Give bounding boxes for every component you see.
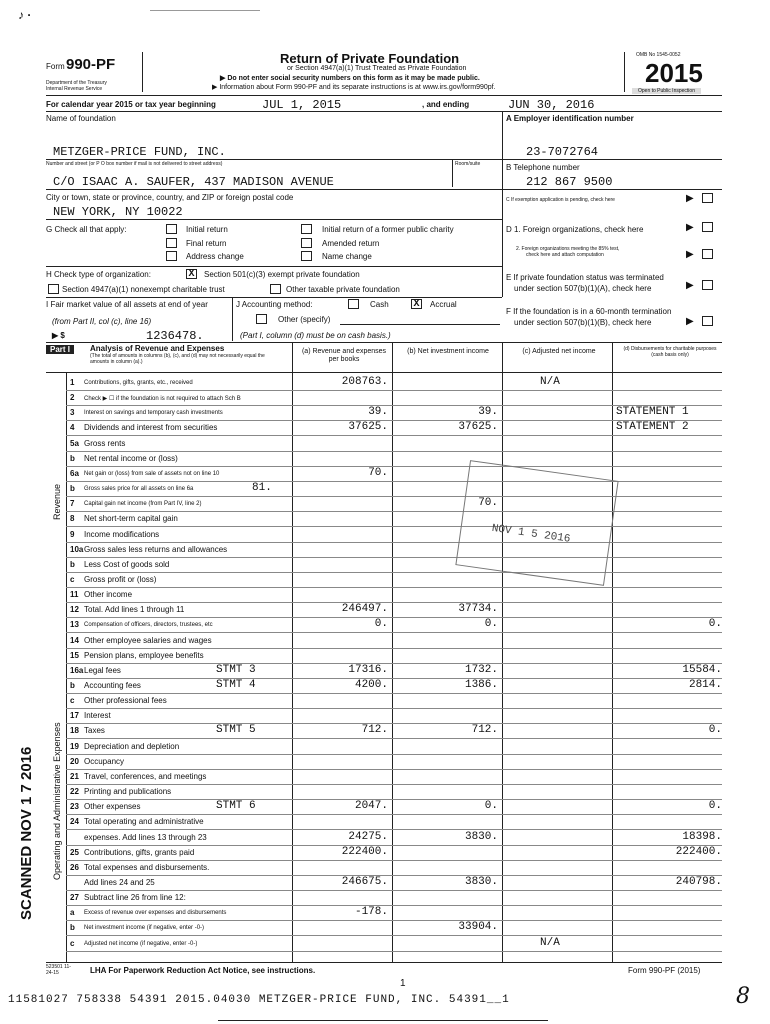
accrual-checkbox[interactable]: X	[411, 299, 422, 309]
tax-year-begin: JUL 1, 2015	[262, 98, 342, 112]
line-number: 13	[70, 620, 79, 629]
row-divider	[66, 602, 722, 603]
line-number: b	[70, 454, 75, 463]
bottom-line: 11581027 758338 54391 2015.04030 METZGER-PRICE FUND, INC. 54391__1	[8, 994, 510, 1006]
line-number: 14	[70, 636, 79, 645]
row-divider	[66, 769, 722, 770]
row-divider	[66, 496, 722, 497]
dept-label: Department of the Treasury	[46, 80, 107, 86]
line-number: 8	[70, 514, 75, 523]
line-number: 22	[70, 787, 79, 796]
row-divider	[66, 663, 722, 664]
j-label: J Accounting method:	[236, 300, 313, 309]
cell-col-a: 246497.	[341, 603, 388, 615]
d2-label-2: check here and attach computation	[526, 252, 604, 258]
accrual-label: Accrual	[430, 300, 457, 309]
line-label: Total. Add lines 1 through 11	[84, 605, 185, 614]
line-label: Printing and publications	[84, 787, 172, 796]
cell-col-d: 0.	[708, 800, 722, 812]
line-number: 9	[70, 530, 75, 539]
line-number: 21	[70, 772, 79, 781]
line-number: 10a	[70, 545, 84, 554]
cell-col-b: 33904.	[458, 921, 498, 933]
line-number: c	[70, 575, 75, 584]
other-method-checkbox[interactable]	[256, 314, 267, 324]
row-divider	[66, 557, 722, 558]
tax-year-end: JUN 30, 2016	[508, 98, 595, 112]
irs-label: Internal Revenue Service	[46, 86, 103, 92]
line-label: Capital gain net income (from Part IV, line 2)	[84, 501, 202, 507]
line-label: Gross sales less returns and allowances	[84, 545, 228, 554]
line-number: 23	[70, 802, 79, 811]
cell-col-d: 18398.	[682, 831, 722, 843]
row-divider	[66, 632, 722, 633]
name-change-label: Name change	[322, 252, 372, 261]
cell-col-b: 37734.	[458, 603, 498, 615]
501c3-checkbox[interactable]: X	[186, 269, 197, 279]
line-number: 1	[70, 378, 75, 387]
line-label: Contributions, gifts, grants, etc., received	[84, 380, 193, 386]
line-label: Subtract line 26 from line 12:	[84, 893, 186, 902]
scan-mark: ♪ ·	[18, 8, 32, 22]
form-subtitle: or Section 4947(a)(1) Trust Treated as Private Foundation	[287, 65, 467, 72]
cell-col-a: 17316.	[348, 664, 388, 676]
cell-col-d: 15584.	[682, 664, 722, 676]
part1-tag: Part I	[46, 345, 74, 354]
e1-label: E If private foundation status was terminated	[506, 273, 664, 282]
statement-ref: STMT 6	[216, 800, 256, 812]
h-label: H Check type of organization:	[46, 270, 151, 279]
cell-col-a: 712.	[361, 724, 388, 736]
line-number: 15	[70, 651, 79, 660]
cell-col-a: 222400.	[341, 846, 388, 858]
line-label: Income modifications	[84, 530, 160, 539]
row-divider	[66, 693, 722, 694]
line-number: c	[70, 939, 75, 948]
row-divider	[66, 708, 722, 709]
row-divider	[66, 481, 722, 482]
street-address: C/O ISAAC A. SAUFER, 437 MADISON AVENUE	[53, 175, 334, 189]
arrow-icon: ▶	[686, 280, 694, 291]
exemption-checkbox[interactable]	[702, 193, 713, 203]
paperwork-notice: LHA For Paperwork Reduction Act Notice, see instructions.	[90, 966, 316, 975]
line-label: Pension plans, employee benefits	[84, 651, 204, 660]
row-divider	[66, 905, 722, 906]
4947-label: Section 4947(a)(1) nonexempt charitable trust	[62, 285, 225, 294]
line-label: Occupancy	[84, 757, 125, 766]
line-number: 16a	[70, 666, 84, 675]
line-label: Less Cost of goods sold	[84, 560, 170, 569]
cell-col-d: 222400.	[675, 846, 722, 858]
final-return-label: Final return	[186, 239, 227, 248]
line-label: Contributions, gifts, grants paid	[84, 848, 195, 857]
f1-label: F If the foundation is in a 60-month termination	[506, 307, 672, 316]
line-number: 7	[70, 499, 75, 508]
line-number: 20	[70, 757, 79, 766]
cell-col-a: 37625.	[348, 421, 388, 433]
g-label: G Check all that apply:	[46, 225, 127, 234]
cell-col-d: 0.	[708, 618, 722, 630]
row-divider	[66, 799, 722, 800]
line-label: Net gain or (loss) from sale of assets not on line 10	[84, 471, 220, 477]
statement-ref: STMT 3	[216, 664, 256, 676]
phone-label: B Telephone number	[506, 163, 580, 172]
row-divider	[66, 875, 722, 876]
arrow-icon: ▶	[686, 222, 694, 233]
line-label: Gross rents	[84, 439, 126, 448]
open-inspection: Open to Public Inspection	[632, 88, 701, 94]
f2-label: under section 507(b)(1)(B), check here	[514, 318, 652, 327]
expenses-side-label: Operating and Administrative Expenses	[52, 722, 62, 880]
cell-col-d: 2814.	[688, 679, 722, 691]
line-label: Gross profit or (loss)	[84, 575, 157, 584]
initial-return-label: Initial return	[186, 225, 228, 234]
cash-label: Cash	[370, 300, 389, 309]
part1-desc: (The total of amounts in columns (b), (c), and (d) may not necessarily equal the amounts in column (a).)	[90, 353, 265, 365]
row-divider	[66, 435, 722, 436]
cell-col-d: 0.	[708, 724, 722, 736]
cell-col-a: 39.	[368, 406, 388, 418]
line-label: Accounting fees	[84, 681, 141, 690]
cell-col-b: 0.	[484, 618, 498, 630]
row-divider	[66, 451, 722, 452]
room-label: Room/suite	[455, 161, 481, 167]
scan-line	[150, 10, 260, 11]
line-number: 17	[70, 711, 79, 720]
row-divider	[66, 723, 722, 724]
address-change-label: Address change	[186, 252, 244, 261]
handwritten-page: 8	[736, 984, 750, 1009]
ein-value: 23-7072764	[526, 145, 599, 159]
line-label: Other employee salaries and wages	[84, 636, 212, 645]
footer-code: 523501 11-24-15	[46, 964, 71, 976]
row-divider	[66, 829, 722, 830]
row-divider	[66, 511, 722, 512]
d1-label: D 1. Foreign organizations, check here	[506, 225, 644, 234]
line-label: Excess of revenue over expenses and disbursements	[84, 910, 227, 916]
line-number: 4	[70, 423, 75, 432]
name-change-checkbox[interactable]	[301, 251, 312, 261]
row-divider	[66, 920, 722, 921]
other-taxable-checkbox[interactable]	[270, 284, 281, 294]
col-c-header: (c) Adjusted net income	[522, 348, 596, 355]
cell-col-b: 712.	[471, 724, 498, 736]
revenue-side-label: Revenue	[52, 483, 62, 520]
footer-form: Form 990-PF (2015)	[628, 966, 701, 975]
cell-col-a: 0.	[374, 618, 388, 630]
phone-value: 212 867 9500	[526, 175, 613, 189]
line-label: Check ▶ ☐ if the foundation is not required to attach Sch B	[84, 396, 241, 402]
line-number: 6a	[70, 469, 79, 478]
row-divider	[66, 860, 722, 861]
line-number: 2	[70, 393, 75, 402]
row-divider	[66, 784, 722, 785]
line-label: Interest	[84, 711, 111, 720]
initial-former-label: Initial return of a former public charity	[322, 225, 454, 234]
amended-checkbox[interactable]	[301, 238, 312, 248]
row-divider	[66, 738, 722, 739]
line-label: Net rental income or (loss)	[84, 454, 178, 463]
line-number: 18	[70, 726, 79, 735]
form-title: Return of Private Foundation	[280, 51, 460, 66]
cell-col-d: 240798.	[675, 876, 722, 888]
d1-checkbox[interactable]	[702, 222, 713, 232]
other-method-label: Other (specify)	[278, 315, 331, 324]
row-divider	[66, 814, 722, 815]
line-number: 19	[70, 742, 79, 751]
line-number: 12	[70, 605, 79, 614]
line-number: 5a	[70, 439, 79, 448]
line-number: b	[70, 560, 75, 569]
amended-label: Amended return	[322, 239, 380, 248]
info-notice: ▶ Information about Form 990-PF and its separate instructions is at www.irs.gov/form990pf.	[212, 84, 496, 91]
line-number: 11	[70, 590, 79, 599]
row-divider	[66, 617, 722, 618]
arrow-icon: ▶	[686, 316, 694, 327]
final-return-checkbox[interactable]	[166, 238, 177, 248]
line-label: Net short-term capital gain	[84, 514, 178, 523]
address-change-checkbox[interactable]	[166, 251, 177, 261]
line-label: Depreciation and depletion	[84, 742, 180, 751]
cell-col-b: 3830.	[464, 876, 498, 888]
line-label: Net investment income (if negative, enter -0-)	[84, 925, 205, 931]
row-divider	[66, 390, 722, 391]
line-label: expenses. Add lines 13 through 23	[84, 833, 207, 842]
col-a-header: (a) Revenue and expenses per books	[301, 348, 387, 363]
line-label: Travel, conferences, and meetings	[84, 772, 207, 781]
f-checkbox[interactable]	[702, 316, 713, 326]
cell-col-b: 37625.	[458, 421, 498, 433]
line-label: Legal fees	[84, 666, 121, 675]
d2-checkbox[interactable]	[702, 249, 713, 259]
line-number: 26	[70, 863, 79, 872]
d2-label: 2. Foreign organizations meeting the 85% test,	[516, 246, 620, 252]
street-label: Number and street (or P O box number if mail is not delivered to street address)	[46, 161, 223, 167]
row-divider	[66, 935, 722, 936]
cell-col-b: 1386.	[464, 679, 498, 691]
name-label: Name of foundation	[46, 114, 116, 123]
cell-col-a: 208763.	[341, 376, 388, 388]
statement-ref: STMT 5	[216, 724, 256, 736]
cell-col-a: 4200.	[354, 679, 388, 691]
line-number: a	[70, 908, 75, 917]
cell-col-c: N/A	[540, 937, 560, 949]
line-number: 24	[70, 817, 79, 826]
cash-basis-note: (Part I, column (d) must be on cash basis.)	[240, 331, 391, 340]
col-d-header: (d) Disbursements for charitable purposes (cash basis only)	[623, 346, 717, 358]
row-divider	[66, 845, 722, 846]
line-label: Dividends and interest from securities	[84, 423, 218, 432]
omb-number: OMB No 1545-0052	[636, 52, 681, 58]
line-label: Other professional fees	[84, 696, 167, 705]
cell-col-a: 24275.	[348, 831, 388, 843]
line-label: Other income	[84, 590, 133, 599]
inline-value: 81.	[252, 482, 272, 494]
row-divider	[66, 587, 722, 588]
line-label: Other expenses	[84, 802, 141, 811]
line-label: Interest on savings and temporary cash investments	[84, 410, 223, 416]
line-number: b	[70, 484, 75, 493]
stamp-date: NOV 1 5 2016	[490, 522, 572, 546]
row-divider	[66, 648, 722, 649]
initial-return-checkbox[interactable]	[166, 224, 177, 234]
cell-col-b: 0.	[484, 800, 498, 812]
cell-col-b: 70.	[478, 497, 498, 509]
cell-col-b: 1732.	[464, 664, 498, 676]
e2-label: under section 507(b)(1)(A), check here	[514, 284, 652, 293]
cell-col-c: N/A	[540, 376, 560, 388]
cash-checkbox[interactable]	[348, 299, 359, 309]
line-label: Adjusted net income (if negative, enter -0-)	[84, 941, 198, 947]
city-label: City or town, state or province, country, and ZIP or foreign postal code	[46, 193, 294, 202]
ssn-notice: ▶ Do not enter social security numbers on this form as it may be made public.	[220, 75, 480, 82]
line-number: 27	[70, 893, 79, 902]
cell-col-b: 39.	[478, 406, 498, 418]
row-divider	[66, 526, 722, 527]
row-divider	[66, 572, 722, 573]
arrow-icon: ▶	[686, 193, 694, 204]
501c3-label: Section 501(c)(3) exempt private foundation	[204, 270, 360, 279]
cell-col-a: 70.	[368, 467, 388, 479]
statement-ref: STMT 4	[216, 679, 256, 691]
i-label-2: (from Part II, col (c), line 16)	[52, 317, 152, 326]
cell-col-d: STATEMENT 2	[616, 421, 689, 433]
ending-label: , and ending	[422, 100, 470, 109]
i-label: I Fair market value of all assets at end of year	[46, 300, 208, 309]
row-divider	[66, 542, 722, 543]
cell-col-a: 246675.	[341, 876, 388, 888]
col-b-header: (b) Net investment income	[407, 348, 489, 355]
cell-col-d: STATEMENT 1	[616, 406, 689, 418]
cal-year-label: For calendar year 2015 or tax year beginning	[46, 100, 216, 109]
line-label: Total expenses and disbursements.	[84, 863, 210, 872]
scanned-stamp: SCANNED NOV 1 7 2016	[18, 746, 35, 920]
ein-label: A Employer identification number	[506, 114, 634, 123]
line-label: Gross sales price for all assets on line 6a	[84, 486, 194, 492]
foundation-name: METZGER-PRICE FUND, INC.	[53, 145, 226, 159]
fmv-value: 1236478.	[146, 329, 204, 343]
line-label: Add lines 24 and 25	[84, 878, 155, 887]
arrow-icon: ▶	[686, 249, 694, 260]
city-value: NEW YORK, NY 10022	[53, 205, 183, 219]
line-number: b	[70, 681, 75, 690]
exemption-label: C If exemption application is pending, check here	[506, 197, 615, 203]
tax-year: 2015	[645, 58, 703, 88]
row-divider	[66, 754, 722, 755]
line-label: Taxes	[84, 726, 105, 735]
line-number: 25	[70, 848, 79, 857]
other-taxable-label: Other taxable private foundation	[286, 285, 400, 294]
cell-col-a: 2047.	[354, 800, 388, 812]
form-number: 990-PF	[66, 56, 116, 73]
cell-col-b: 3830.	[464, 831, 498, 843]
4947-checkbox[interactable]	[48, 284, 59, 294]
row-divider	[66, 951, 722, 952]
e-checkbox[interactable]	[702, 280, 713, 290]
part1-title: Analysis of Revenue and Expenses	[90, 344, 225, 353]
page-number: 1	[400, 978, 406, 989]
line-number: b	[70, 923, 75, 932]
form-label: Form	[46, 62, 65, 71]
i-label-3: ▶ $	[52, 331, 65, 340]
line-label: Total operating and administrative	[84, 817, 204, 826]
line-label: Compensation of officers, directors, trustees, etc	[84, 622, 213, 628]
row-divider	[66, 678, 722, 679]
received-stamp	[455, 460, 618, 586]
line-number: 3	[70, 408, 75, 417]
row-divider	[66, 890, 722, 891]
row-divider	[66, 466, 722, 467]
line-number: c	[70, 696, 75, 705]
initial-former-checkbox[interactable]	[301, 224, 312, 234]
cell-col-a: -178.	[354, 906, 388, 918]
